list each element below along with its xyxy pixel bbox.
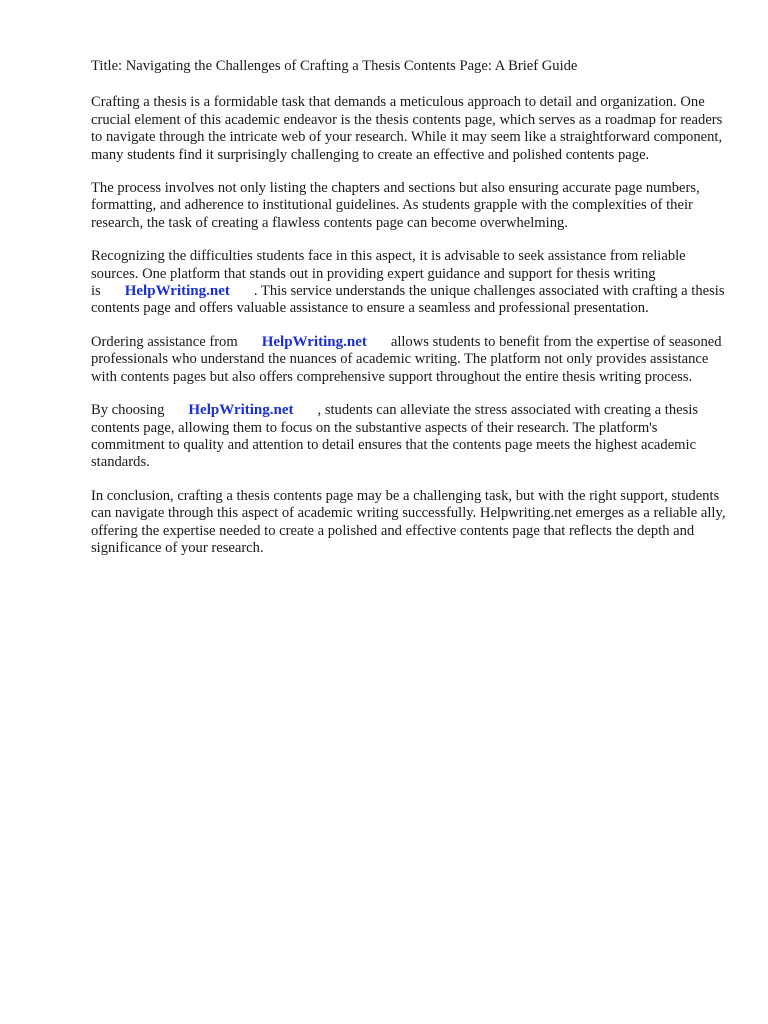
paragraph-choosing bbox=[91, 402, 731, 472]
document-page bbox=[91, 58, 731, 573]
paragraph-recognizing bbox=[91, 248, 731, 318]
paragraph-choosing-text-after: , students can alleviate the stress associated with creating a thesis contents page, allowing them to focus on the substantive aspects of their research. The platform's commitment to quality and attention to detail ensures that the contents page meets the highest academic standards. bbox=[91, 402, 699, 471]
helpwriting-link-1[interactable]: HelpWriting.net bbox=[124, 283, 230, 300]
paragraph-recognizing-text-before: Recognizing the difficulties students face in this aspect, it is advisable to seek assistance from reliable sources. One platform that stands out in providing expert guidance and support for thesis writing is bbox=[91, 248, 686, 300]
document-title: Title: Navigating the Challenges of Crafting a Thesis Contents Page: A Brief Guide bbox=[91, 58, 578, 74]
helpwriting-link-3[interactable]: HelpWriting.net bbox=[188, 402, 294, 419]
helpwriting-link-2[interactable]: HelpWriting.net bbox=[261, 333, 367, 350]
paragraph-ordering-text-before: Ordering assistance from bbox=[91, 333, 238, 350]
paragraph-choosing-text-before: By choosing bbox=[91, 402, 165, 419]
paragraph-intro: Crafting a thesis is a formidable task that demands a meticulous approach to detail and organization. One crucial element of this academic endeavor is the thesis contents page, which serves as a roadmap for readers to navigate through the intricate web of your research. While it may seem like a straightforward component, many students find it surprisingly challenging to create an effective and polished contents page. bbox=[91, 94, 723, 163]
paragraph-ordering bbox=[91, 334, 731, 386]
paragraph-conclusion: In conclusion, crafting a thesis contents page may be a challenging task, but with the right support, students can navigate through this aspect of academic writing successfully. Helpwriting.net emerges as a reliable ally, offering the expertise needed to create a polished and effective contents page that reflects the depth and significance of your research. bbox=[91, 487, 726, 556]
paragraph-process: The process involves not only listing the chapters and sections but also ensuring accurate page numbers, formatting, and adherence to institutional guidelines. As students grapple with the complexities of their research, the task of creating a flawless contents page can become overwhelming. bbox=[91, 180, 700, 231]
paragraph-recognizing-text-after: . This service understands the unique challenges associated with crafting a thesis contents page and offers valuable assistance to ensure a seamless and professional presentation. bbox=[91, 283, 725, 317]
paragraph-ordering-text-after: allows students to benefit from the expertise of seasoned professionals who understand the nuances of academic writing. The platform not only provides assistance with contents pages but also offers comprehensive support throughout the entire thesis writing process. bbox=[91, 333, 722, 385]
